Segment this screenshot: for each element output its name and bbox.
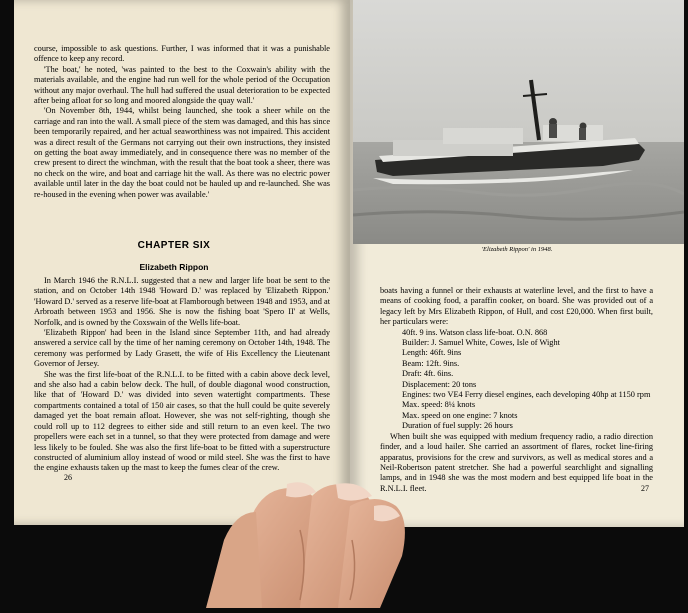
- spec-line: Draft: 4ft. 6ins.: [402, 369, 454, 379]
- paragraph: course, impossible to ask questions. Further, I was informed that it was a punishable offence to keep any record.: [34, 44, 330, 64]
- spec-line: Builder: J. Samuel White, Cowes, Isle of Wight: [402, 338, 560, 348]
- left-page-body-text: [34, 276, 330, 474]
- right-page-body-text: [380, 286, 653, 494]
- photo-caption: 'Elizabeth Rippon' in 1948.: [481, 246, 553, 253]
- spec-line: 40ft. 9 ins. Watson class life-boat. O.N. 868: [402, 327, 548, 337]
- left-page-top-text: [34, 44, 330, 200]
- spec-line: Length: 46ft. 9ins: [402, 348, 462, 358]
- paragraph: 'On November 8th, 1944, whilst being launched, she took a sheer while on the carriage and ran into the wall. A small piece of the stem was damaged, and this has since been temporarily repaired, and her actual seaworthiness was not impaired. This accident was a direct result of the Germans not carrying out their own instructions, they insisted on getting the boat away immediately, and in consequence there was no member of the crew present to direct the winchman, with the result that the boat took a sheer, there was no check on the wire, and boat and carriage hit the wall. As there was no electric power available until later in the day the boat could not be hauled up and re-launched. She was re-housed in the evening when power was available.': [34, 106, 330, 199]
- spec-line: Max. speed on one engine: 7 knots: [402, 410, 518, 420]
- lifeboat-photo: [353, 0, 684, 244]
- page-number-right: 27: [641, 484, 649, 493]
- chapter-heading: CHAPTER SIX: [137, 240, 211, 251]
- paragraph: 'Elizabeth Rippon' had been in the Island since September 11th, and had already answered a service call by the time of her naming ceremony on October 14th, 1948. The ceremony was performed by Lady Grasett, the wife of His Excellency the Lieutenant Governor of Jersey.: [34, 328, 330, 369]
- paragraph: boats having a funnel or their exhausts at waterline level, and the first to have a means of cooking food, a paraffin cooker, on board. She was provided out of a legacy left by Mrs Elizabeth Rippon, of Hull, and cost £20,000. When first built, her particulars were:: [380, 286, 653, 327]
- paragraph: She was the first life-boat of the R.N.L.I. to be fitted with a cabin above deck level, and she also had a cabin below deck. The hull, of double diagonal wood construction, like that of 'Howard D.' was divided into seven watertight compartments. These compartments contained a total of 150 air cases, so that the hull could be quite severely damaged yet the boat remain afloat. However, she was not self-righting, though she could roll up to 112 degrees to either side and still return to an even keel. The two propellers were each set in a tunnel, so that they were protected from damage and were less likely to be fouled. She was also the first life-boat to be fitted with a superstructure constructed of aluminium alloy instead of wood or mild steel. She was the first to have the engine exhausts taken up the mast to keep the fumes clear of the crew.: [34, 369, 330, 473]
- paragraph: When built she was equipped with medium frequency radio, a radio direction finder, and a loud hailer. She carried an assortment of flares, rocket line-firing apparatus, provisions for the crew and survivors, as well as medical stores and a Neil-Robertson patent stretcher. She had a powerful searchlight and signalling lamps, and in 1948 she was the most modern and best equipped life boat in the R.N.L.I. fleet.: [380, 431, 653, 493]
- spec-line: Engines: two VE4 Ferry diesel engines, each developing 40hp at 1150 rpm: [402, 390, 651, 400]
- spec-line: Displacement: 20 tons: [402, 379, 477, 389]
- spec-line: Max. speed: 8¼ knots: [402, 400, 476, 410]
- paragraph: 'The boat,' he noted, 'was painted to the best to the Coxwain's ability with the materials available, and the engine had run well for the whole period of the Occupation without any major overhaul. The hull had suffered the usual deterioration to be expected after being afloat for so long and moored alongside the quay wall.': [34, 64, 330, 106]
- spec-line: Duration of fuel supply: 26 hours: [402, 421, 513, 431]
- page-number-left: 26: [64, 473, 72, 482]
- spec-line: Beam: 12ft. 9ins.: [402, 358, 460, 368]
- chapter-subheading: Elizabeth Rippon: [139, 262, 209, 272]
- paragraph: In March 1946 the R.N.L.I. suggested that a new and larger life boat be sent to the station, and on October 14th 1948 'Howard D.' was replaced by 'Elizabeth Rippon.' 'Howard D.' served as a reserve life-boat at Flamborough between 1948 and 1953, and at Arbroath between 1953 and 1956. She is now the fishing boat 'Spero II' at Wells, Norfolk, and is owned by the Coxswain of the Wells life-boat.: [34, 276, 330, 327]
